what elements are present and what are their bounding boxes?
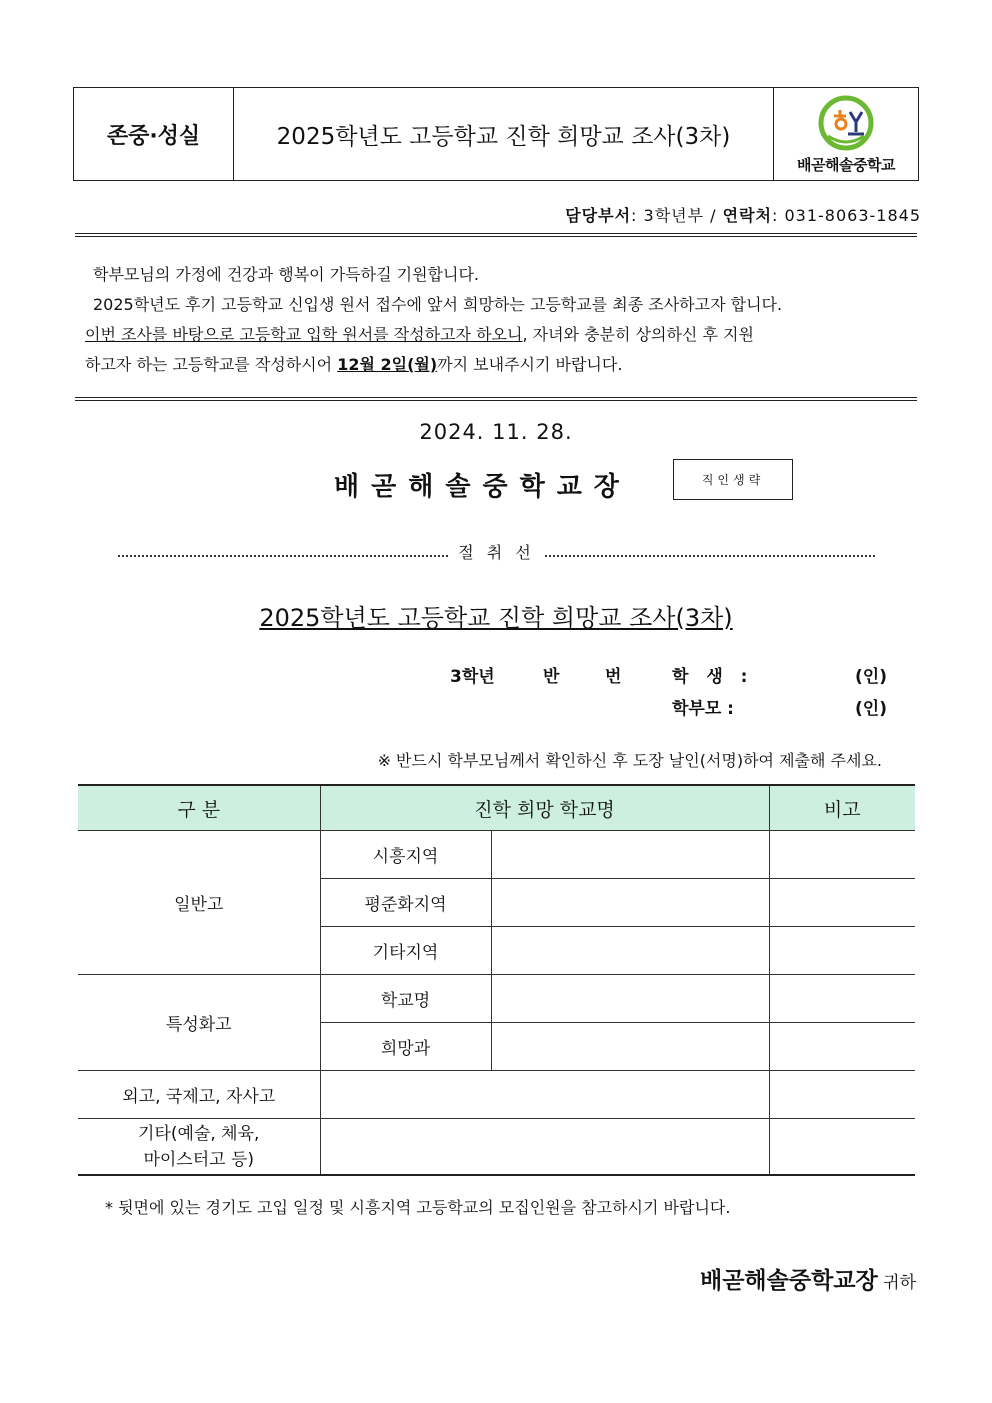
remark-other-region[interactable]: [769, 927, 915, 975]
input-foreign[interactable]: [320, 1071, 769, 1119]
divider-middle: [75, 397, 917, 401]
category-other: [78, 1119, 320, 1176]
document-title: 2025학년도 고등학교 진학 희망교 조사(3차): [234, 88, 774, 180]
category-other-line-2: 마이스터고 등): [143, 1149, 255, 1170]
intro-line-3-rest: , 자녀와 충분히 상의하신 후 지원: [522, 325, 754, 344]
contact-label: 연락처: [722, 206, 772, 225]
school-choice-table: [78, 784, 915, 1176]
header-school-name: 진학 희망 학교명: [320, 785, 769, 831]
intro-line-1: 학부모님의 가정에 건강과 행복이 가득하길 기원합니다.: [93, 265, 480, 284]
remark-siheung[interactable]: [769, 831, 915, 879]
intro-line-4: [85, 350, 915, 380]
parent-seal: (인): [855, 699, 887, 719]
header-remarks: 비고: [769, 785, 915, 831]
principal-name: 배곧해솔중학교장: [334, 472, 631, 502]
school-emblem-icon: [814, 94, 878, 152]
addressee: [700, 1262, 916, 1295]
parent-label: 학부모 :: [672, 699, 734, 719]
contact-value: : 031-8063-1845: [772, 206, 921, 225]
deadline: 12월 2일(월): [337, 355, 438, 374]
input-other[interactable]: [320, 1119, 769, 1176]
input-other-region[interactable]: [491, 927, 769, 975]
class-label: 반: [543, 667, 560, 687]
student-label: 학 생 :: [672, 667, 754, 687]
department-contact: [565, 203, 921, 226]
addressee-name: 배곧해솔중학교장: [700, 1268, 878, 1294]
intro-text: [85, 260, 915, 380]
logo-school-name: 배곧해솔중학교: [797, 155, 895, 174]
cut-line-label: 절 취 선: [458, 543, 535, 562]
category-special: 특성화고: [78, 975, 320, 1071]
student-seal: (인): [855, 667, 887, 687]
dept-label: 담당부서: [565, 206, 632, 225]
addressee-suffix: 귀하: [877, 1273, 916, 1293]
header-box: [73, 87, 919, 181]
category-general: 일반고: [78, 831, 320, 975]
school-logo: [774, 88, 918, 180]
remark-special-school[interactable]: [769, 975, 915, 1023]
sub-siheung: 시흥지역: [320, 831, 491, 879]
intro-line-3-underlined: 이번 조사를 바탕으로 고등학교 입학 원서를 작성하고자 하오니: [85, 325, 523, 344]
remark-standardized[interactable]: [769, 879, 915, 927]
sub-other-region: 기타지역: [320, 927, 491, 975]
input-department[interactable]: [491, 1023, 769, 1071]
intro-line-2: 2025학년도 후기 고등학교 신입생 원서 접수에 앞서 희망하는 고등학교를 최종 조사하고자 합니다.: [93, 295, 783, 314]
cut-dots-left: [118, 555, 448, 557]
cut-line: [118, 540, 875, 563]
sub-school-name: 학교명: [320, 975, 491, 1023]
form-title: [0, 598, 992, 633]
remark-department[interactable]: [769, 1023, 915, 1071]
number-label: 번: [605, 667, 622, 687]
remark-foreign[interactable]: [769, 1071, 915, 1119]
notice: ※ 반드시 학부모님께서 확인하신 후 도장 날인(서명)하여 제출해 주세요.: [377, 751, 882, 770]
school-motto: 존중·성실: [74, 88, 234, 180]
category-other-line-1: 기타(예술, 체육,: [138, 1123, 260, 1144]
input-siheung[interactable]: [491, 831, 769, 879]
input-standardized[interactable]: [491, 879, 769, 927]
intro-line-4-end: 까지 보내주시기 바랍니다.: [437, 355, 623, 374]
input-special-school[interactable]: [491, 975, 769, 1023]
grade-label: 3학년: [450, 667, 495, 687]
footnote: * 뒷면에 있는 경기도 고입 일정 및 시흥지역 고등학교의 모집인원을 참고하시기 바랍니다.: [105, 1198, 731, 1217]
intro-line-4-start: 하고자 하는 고등학교를 작성하시어: [85, 355, 338, 374]
sub-standardized: 평준화지역: [320, 879, 491, 927]
cut-dots-right: [545, 555, 875, 557]
divider-top: [75, 233, 917, 237]
issue-date: 2024. 11. 28.: [419, 420, 573, 444]
remark-other[interactable]: [769, 1119, 915, 1176]
form-title-text: 2025학년도 고등학교 진학 희망교 조사(3차): [259, 604, 733, 632]
dept-value: : 3학년부 /: [631, 206, 723, 225]
sub-department: 희망과: [320, 1023, 491, 1071]
intro-line-3: [85, 320, 915, 350]
seal-box: 직인생략: [673, 459, 793, 500]
category-foreign: 외고, 국제고, 자사고: [78, 1071, 320, 1119]
header-category: 구 분: [78, 785, 320, 831]
